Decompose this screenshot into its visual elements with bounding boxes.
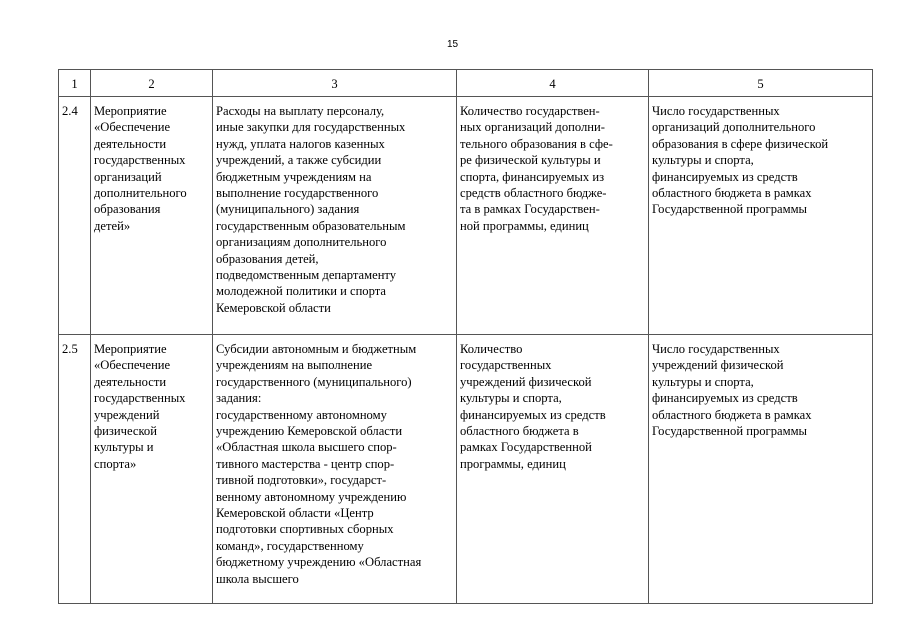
- cell-text-line: венному автономному учреждению: [216, 489, 407, 504]
- table-header-row: [59, 70, 873, 97]
- cell-text-line: Количество: [460, 342, 523, 356]
- cell-text-line: та в рамках Государствен-: [460, 202, 600, 217]
- cell-text-line: спорта, финансируемых из: [460, 169, 605, 184]
- cell-text-line: подведомственным департаменту: [216, 268, 397, 283]
- cell-text-line: дополнительного: [94, 186, 187, 201]
- cell-text-line: физической: [94, 424, 157, 439]
- cell-text-line: учреждений, а также субсидии: [216, 153, 382, 168]
- cell-text-line: ре физической культуры и: [460, 153, 601, 168]
- cell-text-line: государственного (муниципального): [216, 374, 412, 389]
- cell-text-line: «Областная школа высшего спор-: [216, 440, 397, 455]
- cell-text-line: детей»: [94, 218, 131, 233]
- cell-text-line: государственных: [94, 153, 186, 168]
- cell-text-line: бюджетным учреждениям на: [216, 169, 372, 184]
- cell-text-line: молодежной политики и спорта: [216, 284, 386, 299]
- cell-text-line: задания:: [216, 391, 262, 406]
- cell-text-line: команд», государственному: [216, 538, 364, 553]
- cell-text-line: организаций: [94, 169, 162, 184]
- cell-text-line: организациям дополнительного: [216, 235, 387, 250]
- expenses-cell: [213, 97, 457, 335]
- cell-text-line: государственному автономному: [216, 407, 387, 422]
- cell-text-line: финансируемых из средств: [460, 407, 606, 422]
- row-number-cell: 2.4: [59, 97, 91, 335]
- header-cell: 2: [91, 70, 213, 97]
- cell-text-line: (муниципального) задания: [216, 202, 360, 217]
- cell-text-line: культуры и спорта,: [652, 374, 754, 389]
- cell-text-line: Число государственных: [652, 104, 780, 118]
- cell-text-line: культуры и спорта,: [460, 391, 562, 406]
- cell-text-line: финансируемых из средств: [652, 391, 798, 406]
- event-cell: [91, 97, 213, 335]
- header-cell: 3: [213, 70, 457, 97]
- cell-text-line: тивного мастерства - центр спор-: [216, 456, 395, 471]
- cell-text-line: ных организаций дополни-: [460, 120, 605, 135]
- cell-text-line: финансируемых из средств: [652, 169, 798, 184]
- cell-text-line: образования детей,: [216, 251, 319, 266]
- cell-text-line: Кемеровской области: [216, 300, 331, 315]
- cell-text-line: Количество государствен-: [460, 104, 600, 118]
- cell-text-line: государственных: [460, 358, 552, 373]
- cell-text-line: деятельности: [94, 136, 167, 151]
- cell-text-line: иные закупки для государственных: [216, 120, 406, 135]
- page-number: 15: [446, 39, 459, 50]
- budget-table: [58, 69, 873, 604]
- cell-text-line: организаций дополнительного: [652, 120, 816, 135]
- cell-text-line: деятельности: [94, 374, 167, 389]
- cell-text-line: областного бюджета в рамках: [652, 186, 812, 201]
- cell-text-line: областного бюджета в рамках: [652, 407, 812, 422]
- cell-text-line: рамках Государственной: [460, 440, 592, 455]
- cell-text-line: средств областного бюдже-: [460, 186, 607, 201]
- cell-text-line: Расходы на выплату персоналу,: [216, 104, 385, 118]
- cell-text-line: Число государственных: [652, 342, 780, 356]
- cell-text-line: тивной подготовки», государст-: [216, 473, 387, 488]
- cell-text-line: спорта»: [94, 456, 137, 471]
- cell-text-line: подготовки спортивных сборных: [216, 522, 394, 537]
- indicator-cell: [457, 97, 649, 335]
- cell-text-line: образования в сфере физической: [652, 136, 829, 151]
- cell-text-line: учреждениям на выполнение: [216, 358, 373, 373]
- cell-text-line: учреждений: [94, 407, 160, 422]
- cell-text-line: государственным образовательным: [216, 218, 406, 233]
- cell-text-line: учреждений физической: [652, 358, 784, 373]
- cell-text-line: программы, единиц: [460, 456, 566, 471]
- cell-text-line: Мероприятие: [94, 342, 167, 356]
- header-cell: 1: [59, 70, 91, 97]
- cell-text-line: выполнение государственного: [216, 186, 379, 201]
- cell-text-line: ной программы, единиц: [460, 218, 589, 233]
- cell-text-line: тельного образования в сфе-: [460, 136, 613, 151]
- cell-text-line: культуры и: [94, 440, 154, 455]
- cell-text-line: культуры и спорта,: [652, 153, 754, 168]
- table-row: [59, 335, 873, 604]
- table-row: [59, 97, 873, 335]
- cell-text-line: школа высшего: [216, 571, 299, 586]
- indicator-cell: [457, 335, 649, 604]
- cell-text-line: бюджетному учреждению «Областная: [216, 555, 422, 570]
- cell-text-line: учреждению Кемеровской области: [216, 424, 403, 439]
- description-cell: [649, 97, 873, 335]
- row-number-cell: 2.5: [59, 335, 91, 604]
- cell-text-line: Кемеровской области «Центр: [216, 506, 374, 521]
- cell-text-line: учреждений физической: [460, 374, 592, 389]
- cell-text-line: образования: [94, 202, 161, 217]
- description-cell: [649, 335, 873, 604]
- expenses-cell: [213, 335, 457, 604]
- cell-text-line: Государственной программы: [652, 202, 808, 217]
- header-cell: 4: [457, 70, 649, 97]
- cell-text-line: государственных: [94, 391, 186, 406]
- cell-text-line: Мероприятие: [94, 104, 167, 118]
- cell-text-line: «Обеспечение: [94, 120, 171, 135]
- cell-text-line: Государственной программы: [652, 424, 808, 439]
- header-cell: 5: [649, 70, 873, 97]
- cell-text-line: «Обеспечение: [94, 358, 171, 373]
- cell-text-line: Субсидии автономным и бюджетным: [216, 342, 417, 356]
- cell-text-line: областного бюджета в: [460, 424, 579, 439]
- event-cell: [91, 335, 213, 604]
- cell-text-line: нужд, уплата налогов казенных: [216, 136, 385, 151]
